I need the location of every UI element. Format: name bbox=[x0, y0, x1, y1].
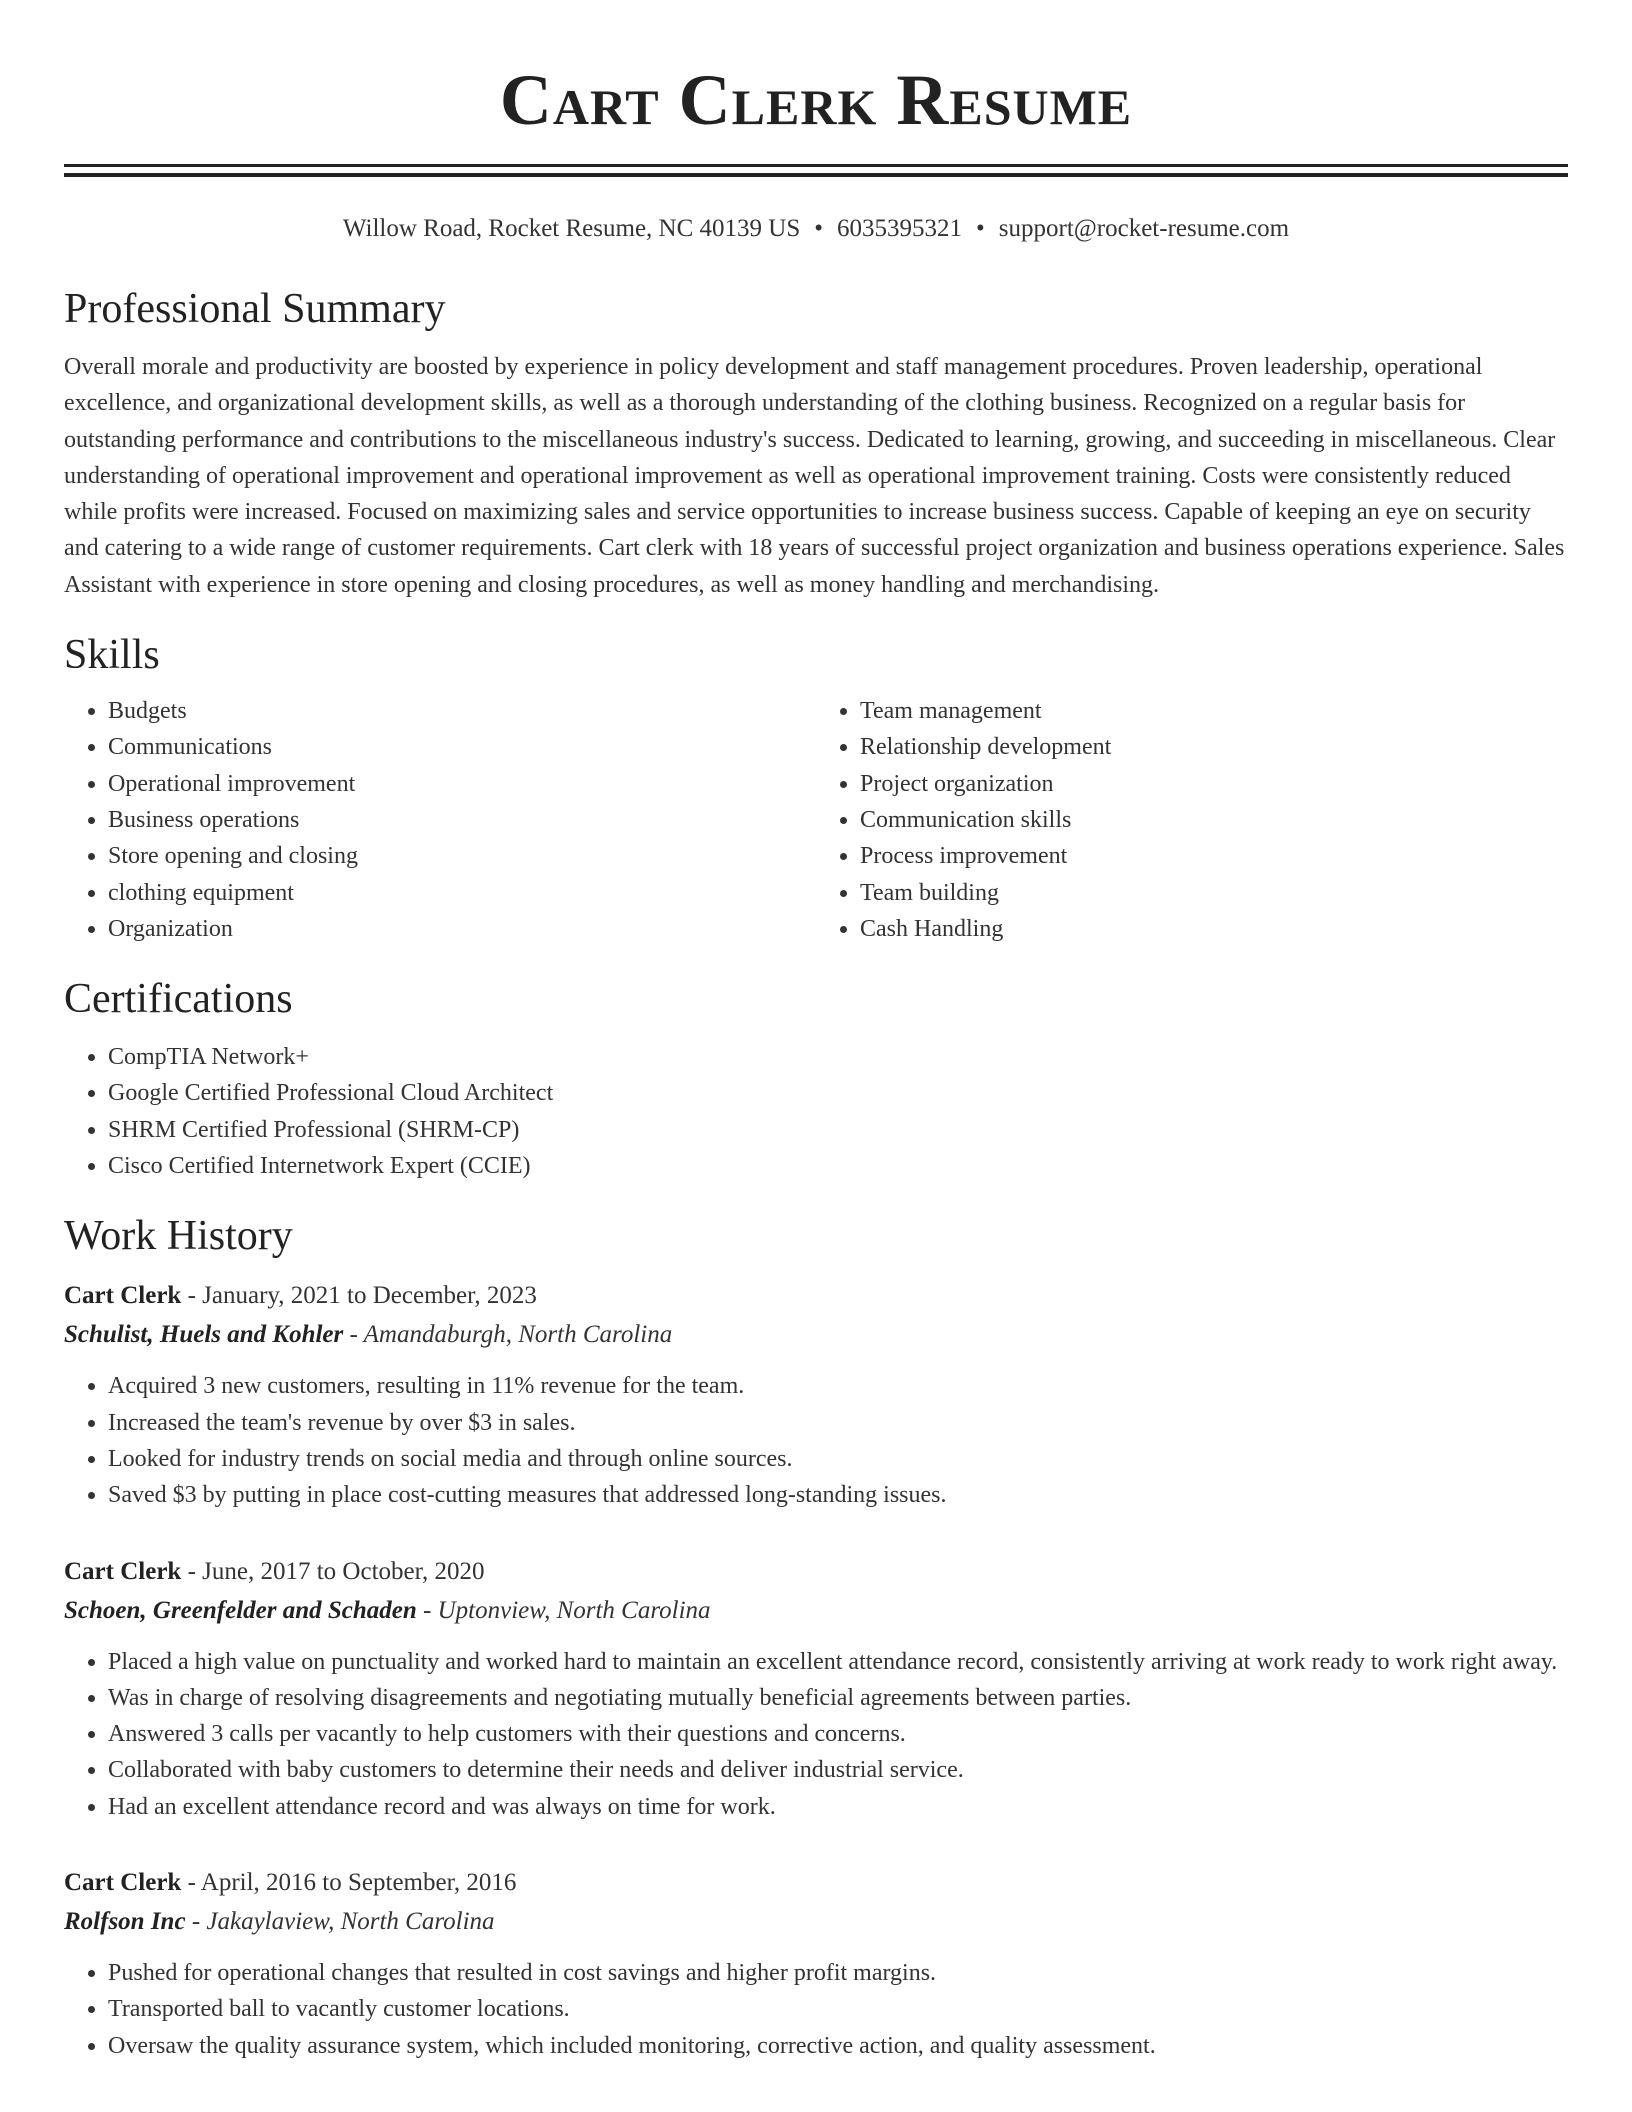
job-role: Cart Clerk bbox=[64, 1282, 182, 1310]
job-dates: January, 2021 to December, 2023 bbox=[202, 1282, 537, 1310]
skill-item: • clothing equipment bbox=[108, 875, 816, 911]
contact-separator: • bbox=[976, 215, 985, 242]
job-bullets bbox=[64, 1368, 1568, 1513]
job-entry bbox=[64, 1552, 1568, 1825]
resume-title: Cart Clerk Resume bbox=[499, 60, 1133, 140]
certification-item: • Cisco Certified Internetwork Expert (CCIE) bbox=[108, 1148, 1568, 1184]
job-bullets bbox=[64, 1644, 1568, 1825]
job-company-line: Rolfson Inc - Jakaylaview, North Carolina bbox=[64, 1908, 495, 1936]
job-company: Rolfson Inc bbox=[64, 1908, 186, 1936]
job-location: Amandaburgh, North Carolina bbox=[363, 1321, 673, 1349]
job-title-line: Cart Clerk - April, 2016 to September, 2016 bbox=[64, 1869, 517, 1897]
job-bullet: • Transported ball to vacantly customer locations. bbox=[108, 1991, 1568, 2027]
job-bullet: • Increased the team's revenue by over $3 in sales. bbox=[108, 1405, 1568, 1441]
contact-line bbox=[64, 213, 1568, 245]
certifications-list bbox=[64, 1039, 1568, 1184]
job-company-line: Schoen, Greenfelder and Schaden - Uptonview, North Carolina bbox=[64, 1596, 711, 1624]
skill-item: • Business operations bbox=[108, 802, 816, 838]
job-bullet: • Answered 3 calls per vacantly to help customers with their questions and concerns. bbox=[108, 1716, 1568, 1752]
job-bullet: • Had an excellent attendance record and was always on time for work. bbox=[108, 1789, 1568, 1825]
job-title-line: Cart Clerk - January, 2021 to December, 2023 bbox=[64, 1282, 537, 1310]
job-bullet: • Collaborated with baby customers to determine their needs and deliver industrial service. bbox=[108, 1752, 1568, 1788]
job-bullet: • Looked for industry trends on social media and through online sources. bbox=[108, 1441, 1568, 1477]
skill-item: • Project organization bbox=[860, 766, 1568, 802]
job-bullet: • Saved $3 by putting in place cost-cutting measures that addressed long-standing issues. bbox=[108, 1477, 1568, 1513]
certification-item: • CompTIA Network+ bbox=[108, 1039, 1568, 1075]
job-role: Cart Clerk bbox=[64, 1557, 182, 1585]
job-bullet: • Pushed for operational changes that resulted in cost savings and higher profit margins. bbox=[108, 1955, 1568, 1991]
skill-item: • Team management bbox=[860, 693, 1568, 729]
contact-separator: • bbox=[814, 215, 823, 242]
contact-phone: 6035395321 bbox=[837, 215, 962, 242]
title-divider-top bbox=[64, 164, 1568, 167]
contact-email: support@rocket-resume.com bbox=[998, 215, 1290, 242]
certification-item: • SHRM Certified Professional (SHRM-CP) bbox=[108, 1112, 1568, 1148]
job-role: Cart Clerk bbox=[64, 1869, 182, 1897]
skill-item: • Budgets bbox=[108, 693, 816, 729]
skill-item: • Relationship development bbox=[860, 729, 1568, 765]
job-bullets bbox=[64, 1955, 1568, 2064]
skill-item: • Communication skills bbox=[860, 802, 1568, 838]
certification-item: • Google Certified Professional Cloud Architect bbox=[108, 1075, 1568, 1111]
job-entry bbox=[64, 1863, 1568, 2064]
job-bullet: • Was in charge of resolving disagreements and negotiating mutually beneficial agreements between parties. bbox=[108, 1680, 1568, 1716]
skill-item: • Process improvement bbox=[860, 838, 1568, 874]
job-location: Uptonview, North Carolina bbox=[437, 1596, 711, 1624]
title-divider-bottom bbox=[64, 173, 1568, 177]
job-title-line: Cart Clerk - June, 2017 to October, 2020 bbox=[64, 1557, 485, 1585]
skill-item: • Cash Handling bbox=[860, 911, 1568, 947]
skills-list-right bbox=[816, 693, 1568, 947]
job-location: Jakaylaview, North Carolina bbox=[206, 1908, 495, 1936]
job-dates: April, 2016 to September, 2016 bbox=[200, 1869, 517, 1897]
contact-address: Willow Road, Rocket Resume, NC 40139 US bbox=[342, 215, 801, 242]
skills-columns bbox=[64, 693, 1568, 947]
skill-item: • Operational improvement bbox=[108, 766, 816, 802]
job-bullet: • Placed a high value on punctuality and worked hard to maintain an excellent attendance record, consistently arriving at work ready to work right away. bbox=[108, 1644, 1568, 1680]
certifications-heading: Certifications bbox=[64, 976, 293, 1023]
job-dates: June, 2017 to October, 2020 bbox=[202, 1557, 485, 1585]
skill-item: • Communications bbox=[108, 729, 816, 765]
job-entry bbox=[64, 1276, 1568, 1513]
job-bullet: • Oversaw the quality assurance system, which included monitoring, corrective action, and quality assessment. bbox=[108, 2028, 1568, 2064]
skill-item: • Store opening and closing bbox=[108, 838, 816, 874]
skill-item: • Team building bbox=[860, 875, 1568, 911]
job-company-line: Schulist, Huels and Kohler - Amandaburgh, North Carolina bbox=[64, 1321, 673, 1349]
skill-item: • Organization bbox=[108, 911, 816, 947]
job-company: Schulist, Huels and Kohler bbox=[64, 1321, 344, 1349]
skills-heading: Skills bbox=[64, 632, 160, 679]
summary-heading: Professional Summary bbox=[64, 286, 446, 332]
summary-text: Overall morale and productivity are boosted by experience in policy development and staff management procedures. Proven leadership, operational excellence, and organizational development skills, as well as a thorough understanding of the clothing business. Recognized on a regular basis for outstanding performance and contributions to the miscellaneous industry's success. Dedicated to learning, growing, and succeeding in miscellaneous. Clear understanding of operational improvement and operational improvement as well as operational improvement training. Costs were consistently reduced while profits were increased. Focused on maximizing sales and service opportunities to increase business success. Capable of keeping an eye on security and catering to a wide range of customer requirements. Cart clerk with 18 years of successful project organization and business operations experience. Sales Assistant with experience in store opening and closing procedures, as well as money handling and merchandising. bbox=[64, 354, 1565, 598]
job-company: Schoen, Greenfelder and Schaden bbox=[64, 1596, 417, 1624]
work-history-heading: Work History bbox=[64, 1213, 293, 1260]
skills-list-left bbox=[64, 693, 816, 947]
job-bullet: • Acquired 3 new customers, resulting in 11% revenue for the team. bbox=[108, 1368, 1568, 1404]
